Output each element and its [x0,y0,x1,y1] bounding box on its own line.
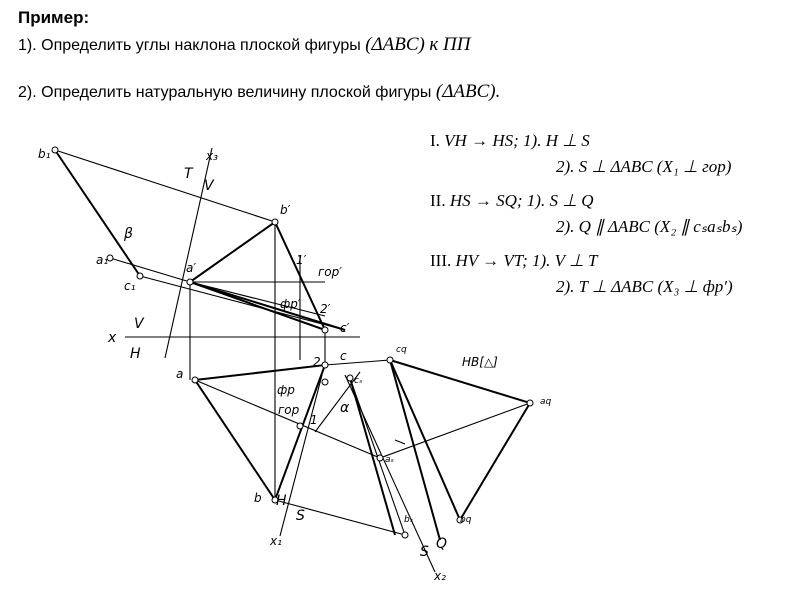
point-2 [322,379,328,385]
label-c1: c₁ [124,279,136,293]
point-c [322,362,328,368]
label-H: H [130,346,141,362]
label-S-axis2: S [420,544,429,560]
task-1-suffix: к ПП [429,34,471,55]
label-as: aₛ [385,455,394,465]
label-a: a [176,367,184,381]
task-1-text: 1). Определить углы наклона плоской фигуры [18,37,361,54]
point-cq [387,357,393,363]
step-1-item-2: 2). S ⊥ ΔABC (X₁ ⊥ гор) [556,157,732,176]
triangle-front-projection [190,222,325,330]
label-beta: β [124,226,133,242]
label-1-prime: 1′ [296,253,307,267]
step-2-item-2: 2). Q ∥ ΔABC (X₂ ∥ cₛaₛbₛ) [556,217,743,236]
point-b-prime [272,219,278,225]
label-bq: bq [460,515,472,525]
label-a1: a₁ [96,253,109,267]
label-b-prime: b′ [280,203,291,217]
step-3-item-2: 2). T ⊥ ΔABC (X₃ ⊥ фр′) [556,277,733,296]
label-a-prime: a′ [186,261,197,275]
right-angle-mark [395,440,405,444]
point-c-prime [322,327,328,333]
heading: Пример: [18,8,90,27]
label-c-prime: c′ [340,321,350,335]
triangle-top-projection [195,365,325,500]
label-Q-axis2: Q [436,536,448,552]
label-cq: cq [396,345,407,355]
label-alpha: α [340,400,350,416]
label-S-axis1: S [296,508,305,524]
projection-line [55,150,275,222]
task-1-formula: (ΔABC) [365,34,425,55]
triangle-natural-size [390,360,530,520]
label-fr-prime: фр′ [280,297,301,311]
point-b1 [52,147,58,153]
label-V-axis3: V [204,178,214,194]
label-T: T [184,166,193,182]
label-V: V [134,316,144,332]
label-bs: bₛ [404,515,414,525]
label-aq: aq [540,397,552,407]
label-1: 1 [310,413,318,427]
label-2: 2 [313,355,321,369]
label-x1: x₁ [270,534,282,548]
label-2-prime: 2′ [320,302,331,316]
point-a-prime [187,279,193,285]
point-aq [527,400,533,406]
label-x2: x₂ [434,569,446,583]
label-x3: x₃ [206,149,218,163]
task-2-formula: (ΔABC). [435,81,501,102]
label-H-axis1: H [276,493,287,509]
label-x: x [108,330,117,346]
step-1-header: I. VH → HS; 1). H ⊥ S [430,131,590,150]
step-3-header: III. HV → VT; 1). V ⊥ T [430,251,598,270]
label-c: c [340,349,347,363]
projection-line [380,403,530,458]
projection-line [325,360,390,365]
label-b1: b₁ [38,147,51,161]
point-1 [297,423,303,429]
label-nv: НВ[△] [462,355,498,369]
label-cs: cₛ [354,376,363,386]
projection-line [140,276,345,330]
point-a [192,377,198,383]
point-as [377,455,383,461]
label-gor: гор [278,403,300,417]
label-b: b [254,491,262,505]
step-2-header: II. HS → SQ; 1). S ⊥ Q [430,191,594,210]
point-cs [347,375,353,381]
point-c1 [137,273,143,279]
label-fr: фр [277,383,295,397]
point-bs [402,532,408,538]
task-2-text: 2). Определить натуральную величину плоской фигуры [18,84,432,101]
label-gor-prime: гор′ [318,265,342,279]
